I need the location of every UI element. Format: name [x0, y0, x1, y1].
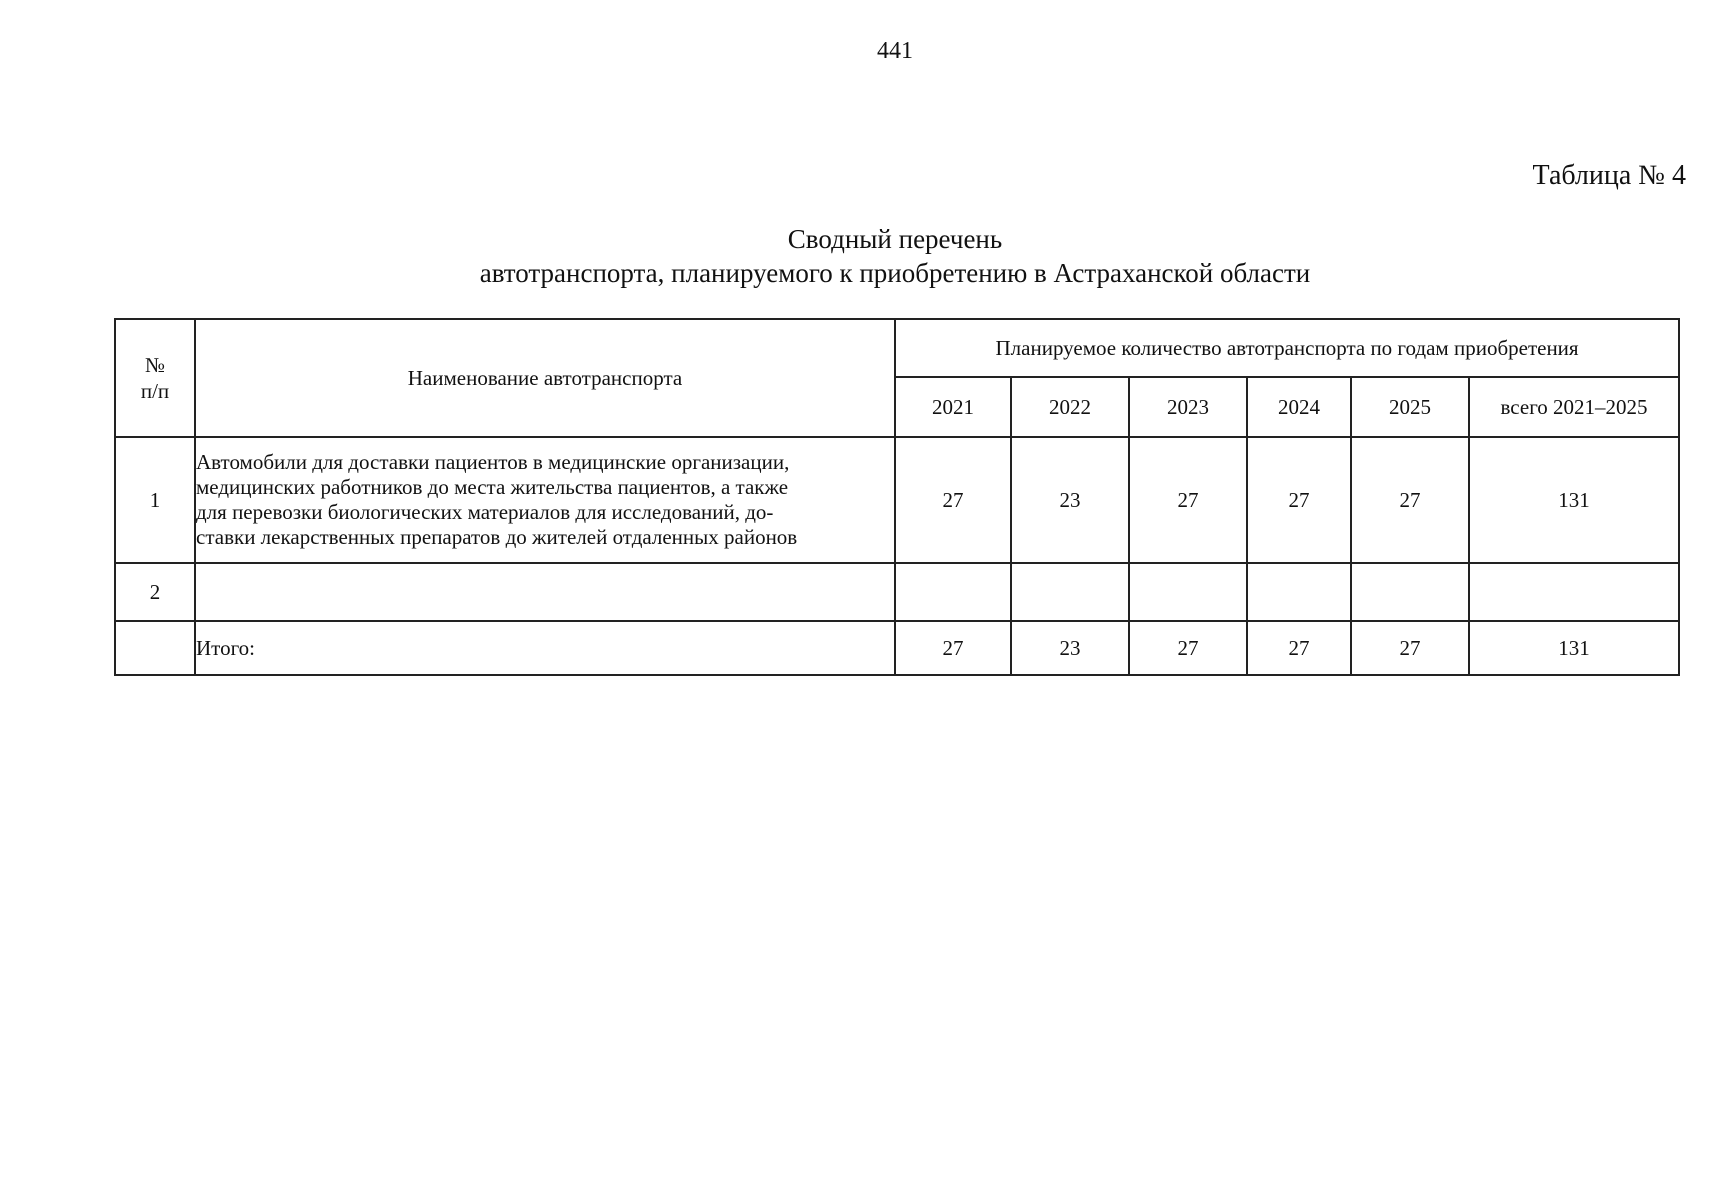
row-name	[195, 563, 895, 621]
header-total-years: всего 2021–2025	[1469, 377, 1679, 437]
row-value-2023: 27	[1129, 437, 1247, 563]
total-value-2023: 27	[1129, 621, 1247, 675]
row-value-2024: 27	[1247, 437, 1351, 563]
row-value-2024	[1247, 563, 1351, 621]
table-row	[115, 563, 1679, 621]
header-year-2023: 2023	[1129, 377, 1247, 437]
row-value-total	[1469, 563, 1679, 621]
header-number	[115, 319, 195, 437]
total-value-2024: 27	[1247, 621, 1351, 675]
document-title	[0, 222, 1720, 290]
total-value-2022: 23	[1011, 621, 1129, 675]
table-label: Таблица № 4	[1532, 160, 1686, 191]
row-value-2021: 27	[895, 437, 1011, 563]
header-number-pp: п/п	[140, 379, 170, 403]
total-value-2025: 27	[1351, 621, 1469, 675]
total-row	[115, 621, 1679, 675]
row-number: 1	[115, 437, 195, 563]
header-name: Наименование автотранспорта	[195, 319, 895, 437]
header-year-2021: 2021	[895, 377, 1011, 437]
row-value-total: 131	[1469, 437, 1679, 563]
vehicle-table	[114, 318, 1680, 676]
page-number: 441	[877, 38, 913, 64]
row-value-2021	[895, 563, 1011, 621]
header-number-sign: №	[144, 353, 166, 377]
table-row	[115, 437, 1679, 563]
row-name-line: для перевозки биологических материалов для исследований, до-	[196, 500, 774, 524]
total-label: Итого:	[195, 621, 895, 675]
title-line-1: Сводный перечень	[787, 224, 1003, 254]
row-value-2025: 27	[1351, 437, 1469, 563]
row-name-line: медицинских работников до места жительства пациентов, а также	[196, 475, 789, 499]
row-value-2025	[1351, 563, 1469, 621]
total-row-number	[115, 621, 195, 675]
total-value-sum: 131	[1469, 621, 1679, 675]
row-number: 2	[115, 563, 195, 621]
title-line-2: автотранспорта, планируемого к приобретению в Астраханской области	[479, 258, 1311, 288]
row-value-2022: 23	[1011, 437, 1129, 563]
total-value-2021: 27	[895, 621, 1011, 675]
header-planned-group: Планируемое количество автотранспорта по годам приобретения	[895, 319, 1679, 377]
row-name-line: ставки лекарственных препаратов до жителей отдаленных районов	[196, 525, 798, 549]
header-year-2025: 2025	[1351, 377, 1469, 437]
row-value-2022	[1011, 563, 1129, 621]
header-year-2024: 2024	[1247, 377, 1351, 437]
row-value-2023	[1129, 563, 1247, 621]
row-name-line: Автомобили для доставки пациентов в медицинские организации,	[196, 450, 790, 474]
row-name	[195, 437, 895, 563]
header-year-2022: 2022	[1011, 377, 1129, 437]
